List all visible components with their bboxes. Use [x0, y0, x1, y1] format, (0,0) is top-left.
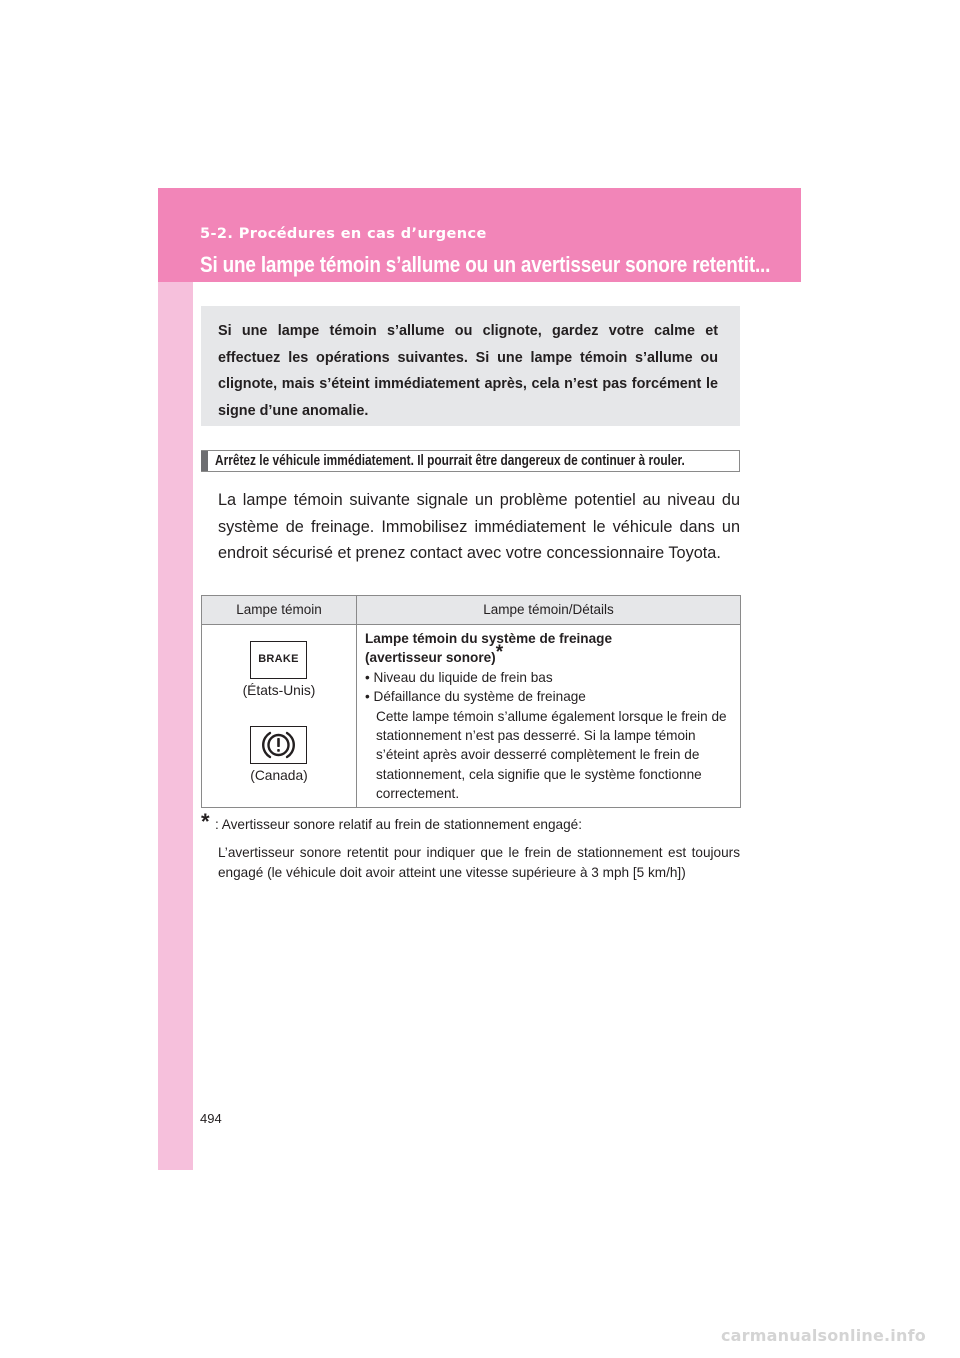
details-title-line2-wrap	[365, 642, 733, 667]
caution-text: Arrêtez le véhicule immédiatement. Il pourrait être dangereux de continuer à rouler.	[215, 453, 685, 469]
caution-bar	[201, 450, 740, 472]
caution-marker	[201, 451, 208, 471]
watermark: carmanualsonline.info	[721, 1326, 926, 1345]
warning-light-table	[201, 595, 741, 808]
table-column-divider	[356, 596, 357, 807]
circle-exclamation-icon	[251, 727, 306, 763]
caption-canada: (Canada)	[250, 768, 308, 783]
details-bullet-1: • Niveau du liquide de frein bas	[365, 669, 553, 685]
brake-icon-text: BRAKE	[258, 653, 299, 665]
page-number: 494	[200, 1111, 222, 1126]
brake-warning-icon	[250, 641, 307, 679]
body-text: La lampe témoin suivante signale un problème potentiel au niveau du système de freinage. Immobilisez immédiatement le véhicule dans un endroit sécurisé et prenez contact avec votre concessionnaire Toyota.	[218, 491, 740, 562]
chapter-title: Si une lampe témoin s’allume ou un avertisseur sonore retentit...	[200, 252, 771, 277]
brake-circle-exclamation-icon	[250, 726, 307, 764]
table-header-row	[202, 596, 740, 625]
details-title-line2: (avertisseur sonore)	[365, 650, 496, 666]
table-header-details: Lampe témoin/Détails	[483, 602, 614, 617]
intro-text: Si une lampe témoin s’allume ou clignote, gardez votre calme et effectuez les opérations suivantes. Si une lampe témoin s’allume ou clignote, mais s’éteint immédiatement après, cela n’est pas forcément le signe d’une anomalie.	[218, 323, 718, 419]
footnote-star-marker: *	[495, 642, 504, 664]
table-header-lamp: Lampe témoin	[236, 602, 322, 617]
details-title-line1: Lampe témoin du système de freinage	[365, 631, 613, 646]
caption-us: (États-Unis)	[242, 683, 316, 698]
section-label: 5-2. Procédures en cas d’urgence	[200, 226, 487, 242]
footnote-star: *	[201, 809, 210, 834]
details-bullet-2: • Défaillance du système de freinage	[365, 689, 586, 705]
details-cell	[365, 629, 733, 804]
footnote-label: : Avertisseur sonore relatif au frein de stationnement engagé:	[215, 817, 583, 832]
details-note: Cette lampe témoin s’allume également lorsque le frein de stationnement n’est pas desserré. Si la lampe témoin s’éteint après avoir desserré complètement le frein de stationnement, cela signifie que le système fonctionne correctement.	[376, 708, 727, 802]
footnote-body: L’avertisseur sonore retentit pour indiquer que le frein de stationnement est toujours engagé (le véhicule doit avoir atteint une vitesse supérieure à 3 mph [5 km/h])	[218, 845, 740, 880]
side-band	[158, 188, 193, 1170]
